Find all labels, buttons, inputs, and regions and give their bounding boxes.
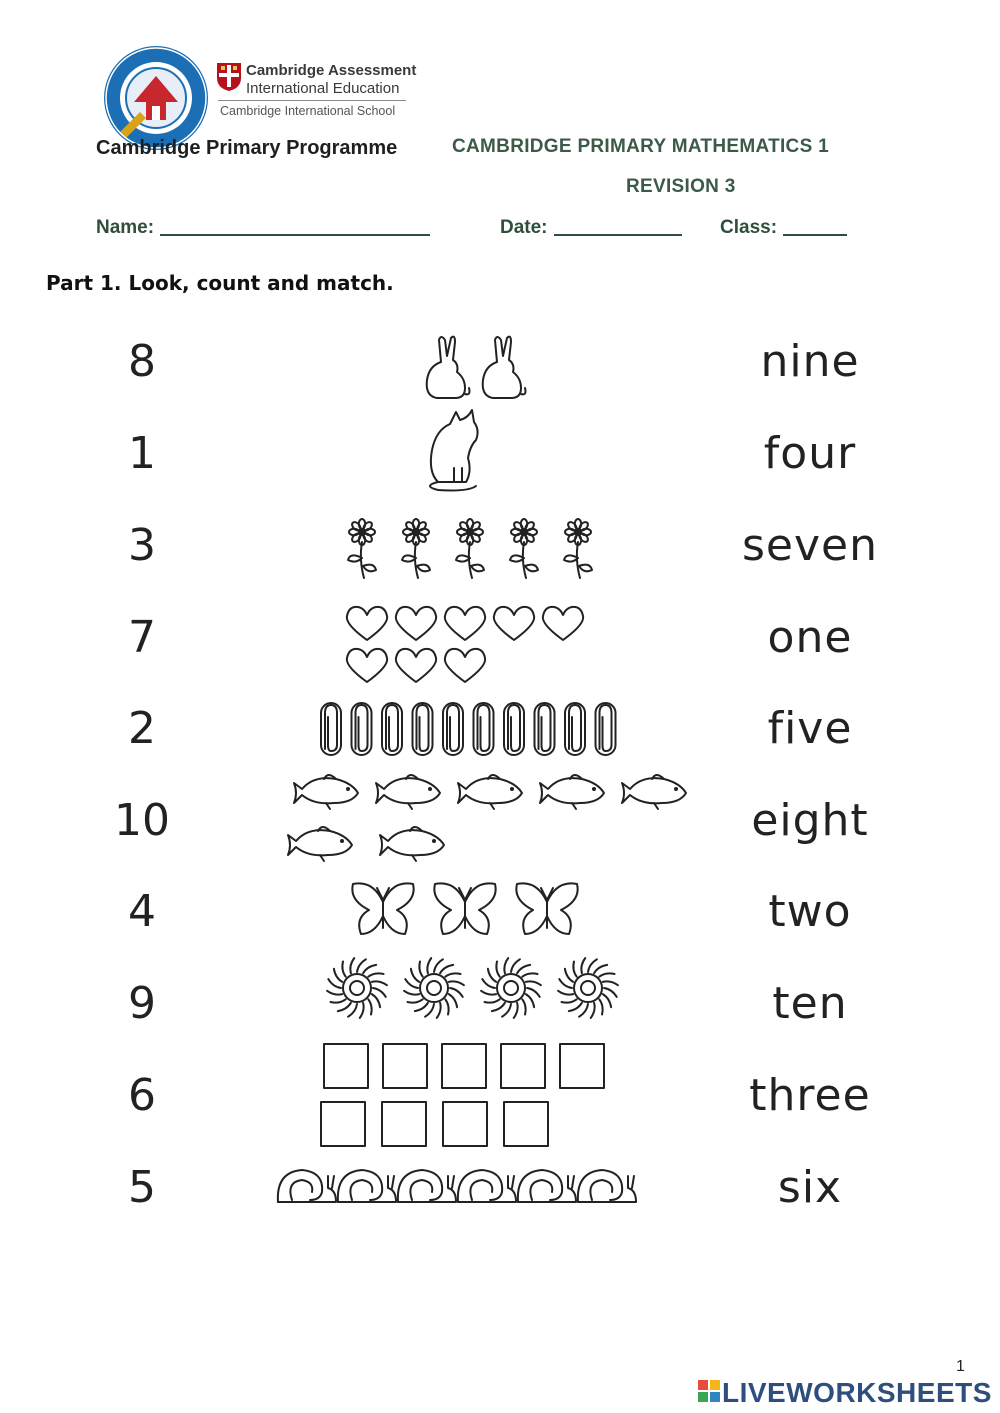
flower-icon — [456, 519, 484, 578]
name-label: Name: — [96, 217, 155, 238]
cambridge-assessment-text: Cambridge Assessment — [246, 62, 417, 79]
number-word-item[interactable]: eight — [751, 795, 869, 846]
sun-icon — [404, 958, 464, 1018]
flower-icon — [402, 519, 430, 578]
flower-icon — [348, 519, 376, 578]
paperclip-icon — [413, 703, 433, 755]
revision-title: REVISION 3 — [626, 176, 736, 197]
butterfly-icon — [516, 883, 577, 934]
part1-instruction: Part 1. Look, count and match. — [46, 271, 394, 295]
square-icon — [383, 1044, 427, 1088]
fish-icon — [622, 775, 686, 809]
snail-icon — [458, 1170, 516, 1202]
butterfly-icon — [352, 883, 413, 934]
rabbit-icon — [483, 337, 526, 398]
picture-group-row-5[interactable] — [321, 703, 616, 755]
flower-icon — [510, 519, 538, 578]
square-icon — [504, 1102, 548, 1146]
number-item[interactable]: 3 — [128, 520, 156, 571]
square-icon — [560, 1044, 604, 1088]
paperclip-icon — [352, 703, 372, 755]
programme-title: Cambridge Primary Programme — [96, 137, 398, 159]
heart-icon — [445, 607, 485, 640]
snail-icon — [338, 1170, 396, 1202]
number-item[interactable]: 10 — [114, 795, 170, 846]
fish-icon — [540, 775, 604, 809]
page-number: 1 — [956, 1358, 965, 1375]
heart-icon — [347, 649, 387, 682]
number-word-item[interactable]: five — [767, 703, 853, 754]
picture-group-row-1[interactable] — [427, 337, 526, 398]
square-icon — [443, 1102, 487, 1146]
fish-icon — [294, 775, 358, 809]
picture-group-row-9[interactable] — [321, 1044, 604, 1146]
number-item[interactable]: 2 — [128, 703, 156, 754]
picture-group-row-3[interactable] — [348, 519, 592, 578]
fish-icon — [288, 827, 352, 861]
heart-icon — [445, 649, 485, 682]
butterfly-icon — [434, 883, 495, 934]
cat-icon — [430, 410, 478, 491]
snail-icon — [398, 1170, 456, 1202]
international-education-text: International Education — [246, 80, 400, 97]
snail-icon — [578, 1170, 636, 1202]
heart-icon — [543, 607, 583, 640]
snail-icon — [278, 1170, 336, 1202]
square-icon — [321, 1102, 365, 1146]
fish-icon — [380, 827, 444, 861]
paperclip-icon — [535, 703, 555, 755]
square-icon — [501, 1044, 545, 1088]
number-item[interactable]: 1 — [128, 428, 156, 479]
picture-group-row-6[interactable] — [288, 775, 686, 861]
heart-icon — [494, 607, 534, 640]
fish-icon — [458, 775, 522, 809]
sun-icon — [558, 958, 618, 1018]
paperclip-icon — [321, 703, 341, 755]
liveworksheets-brand: LIVEWORKSHEETS — [722, 1377, 992, 1408]
number-word-item[interactable]: seven — [742, 520, 878, 571]
liveworksheets-logo-icon — [698, 1380, 720, 1402]
sun-icon — [481, 958, 541, 1018]
cambridge-school-text: Cambridge International School — [220, 104, 396, 118]
number-item[interactable]: 7 — [128, 612, 156, 663]
paperclip-icon — [382, 703, 402, 755]
number-word-item[interactable]: one — [767, 612, 853, 663]
number-word-item[interactable]: four — [763, 428, 857, 479]
number-word-item[interactable]: ten — [772, 978, 848, 1029]
number-word-item[interactable]: two — [768, 886, 852, 937]
number-item[interactable]: 4 — [128, 886, 156, 937]
picture-group-row-8[interactable] — [327, 958, 618, 1018]
fish-icon — [376, 775, 440, 809]
sun-icon — [327, 958, 387, 1018]
paperclip-icon — [474, 703, 494, 755]
number-item[interactable]: 6 — [128, 1070, 156, 1121]
number-item[interactable]: 5 — [128, 1162, 156, 1213]
heart-icon — [347, 607, 387, 640]
rabbit-icon — [427, 337, 470, 398]
number-word-item[interactable]: three — [749, 1070, 871, 1121]
heart-icon — [396, 649, 436, 682]
class-label: Class: — [720, 217, 778, 238]
date-label: Date: — [500, 217, 548, 238]
heart-icon — [396, 607, 436, 640]
number-word-item[interactable]: six — [777, 1162, 843, 1213]
paperclip-icon — [443, 703, 463, 755]
number-word-item[interactable]: nine — [760, 336, 860, 387]
picture-group-row-10[interactable] — [278, 1170, 636, 1202]
square-icon — [324, 1044, 368, 1088]
picture-group-row-2[interactable] — [430, 410, 478, 491]
paperclip-icon — [565, 703, 585, 755]
picture-group-row-4[interactable] — [347, 607, 583, 682]
subject-title: CAMBRIDGE PRIMARY MATHEMATICS 1 — [452, 136, 829, 157]
number-item[interactable]: 9 — [128, 978, 156, 1029]
snail-icon — [518, 1170, 576, 1202]
paperclip-icon — [504, 703, 524, 755]
number-item[interactable]: 8 — [128, 336, 156, 387]
square-icon — [382, 1102, 426, 1146]
flower-icon — [564, 519, 592, 578]
square-icon — [442, 1044, 486, 1088]
picture-group-row-7[interactable] — [352, 883, 577, 934]
paperclip-icon — [596, 703, 616, 755]
